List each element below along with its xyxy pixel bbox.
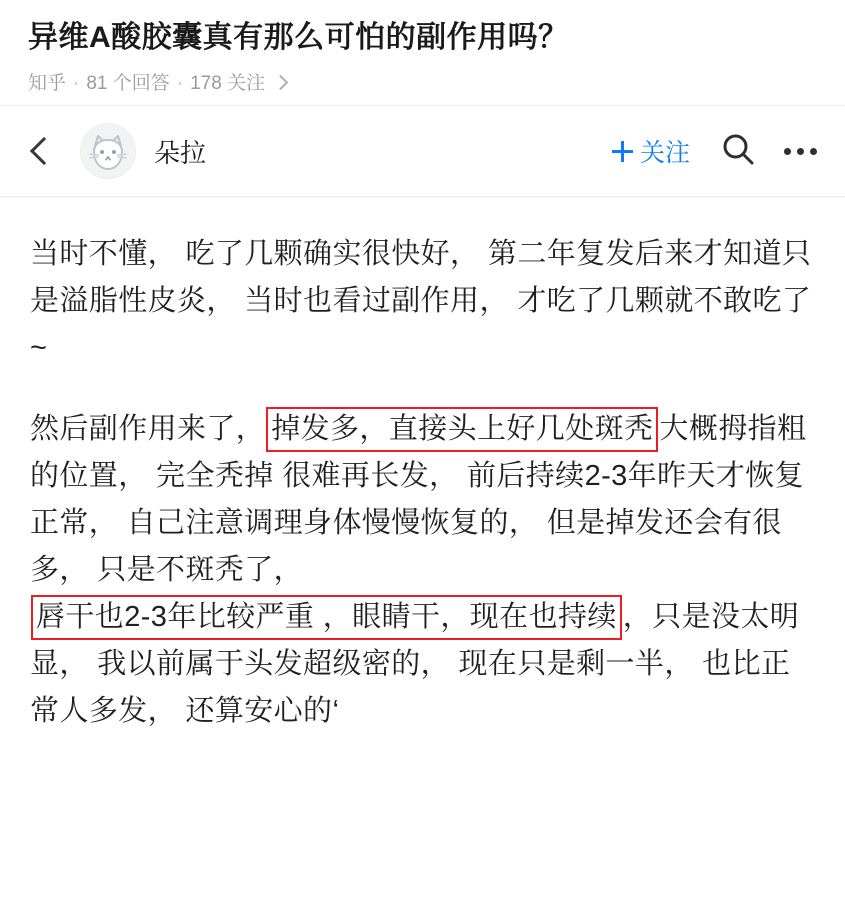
back-chevron-icon[interactable]	[26, 130, 58, 172]
author-name[interactable]: 朵拉	[154, 137, 207, 168]
meta-separator-2: ·	[176, 72, 184, 94]
chevron-right-icon	[273, 75, 289, 91]
followers-count: 178 关注	[190, 72, 266, 94]
answer-content	[0, 197, 845, 735]
follow-button-label: 关注	[639, 139, 690, 168]
question-header	[0, 0, 845, 105]
question-meta[interactable]	[28, 73, 817, 96]
question-source: 知乎	[28, 72, 67, 94]
more-dot-3	[810, 148, 817, 155]
more-dots-icon[interactable]	[782, 140, 819, 163]
plus-icon	[612, 141, 633, 162]
more-dot-2	[797, 148, 804, 155]
follow-button[interactable]	[612, 133, 690, 169]
search-icon[interactable]	[720, 131, 756, 172]
answer-paragraph-2	[30, 406, 815, 735]
more-dot-1	[784, 148, 791, 155]
page-title: 异维A酸胶囊真有那么可怕的副作用吗？	[28, 21, 569, 54]
meta-separator-1: ·	[73, 72, 80, 94]
highlight-hair-loss: 掉发多，直接头上好几处斑秃	[266, 407, 658, 452]
answer-text-mid: 大概拇指粗的位置， 完全秃掉 很难再长发， 前后持续2-3年昨天才恢复正常， 自己注意调理身体慢慢恢复的， 但是掉发还会有很多， 只是不斑秃了，	[30, 413, 807, 587]
answers-count: 81 个回答	[86, 72, 170, 94]
highlight-dry-lips: 唇干也2-3年比较严重 ，眼睛干，现在也持续	[31, 595, 622, 640]
answer-paragraph-1: 当时不懂， 吃了几颗确实很快好， 第二年复发后来才知道只是溢脂性皮炎， 当时也看过副作用， 才吃了几颗就不敢吃了 ~	[30, 238, 812, 365]
app-nav-bar	[0, 105, 845, 197]
answer-text-post: ，只是没太明显， 我以前属于头发超级密的， 现在只是剩一半， 也比正常人多发， 还算安心的‘	[30, 601, 800, 728]
avatar[interactable]	[80, 123, 136, 179]
answer-text-pre: 然后副作用来了，	[30, 413, 266, 446]
